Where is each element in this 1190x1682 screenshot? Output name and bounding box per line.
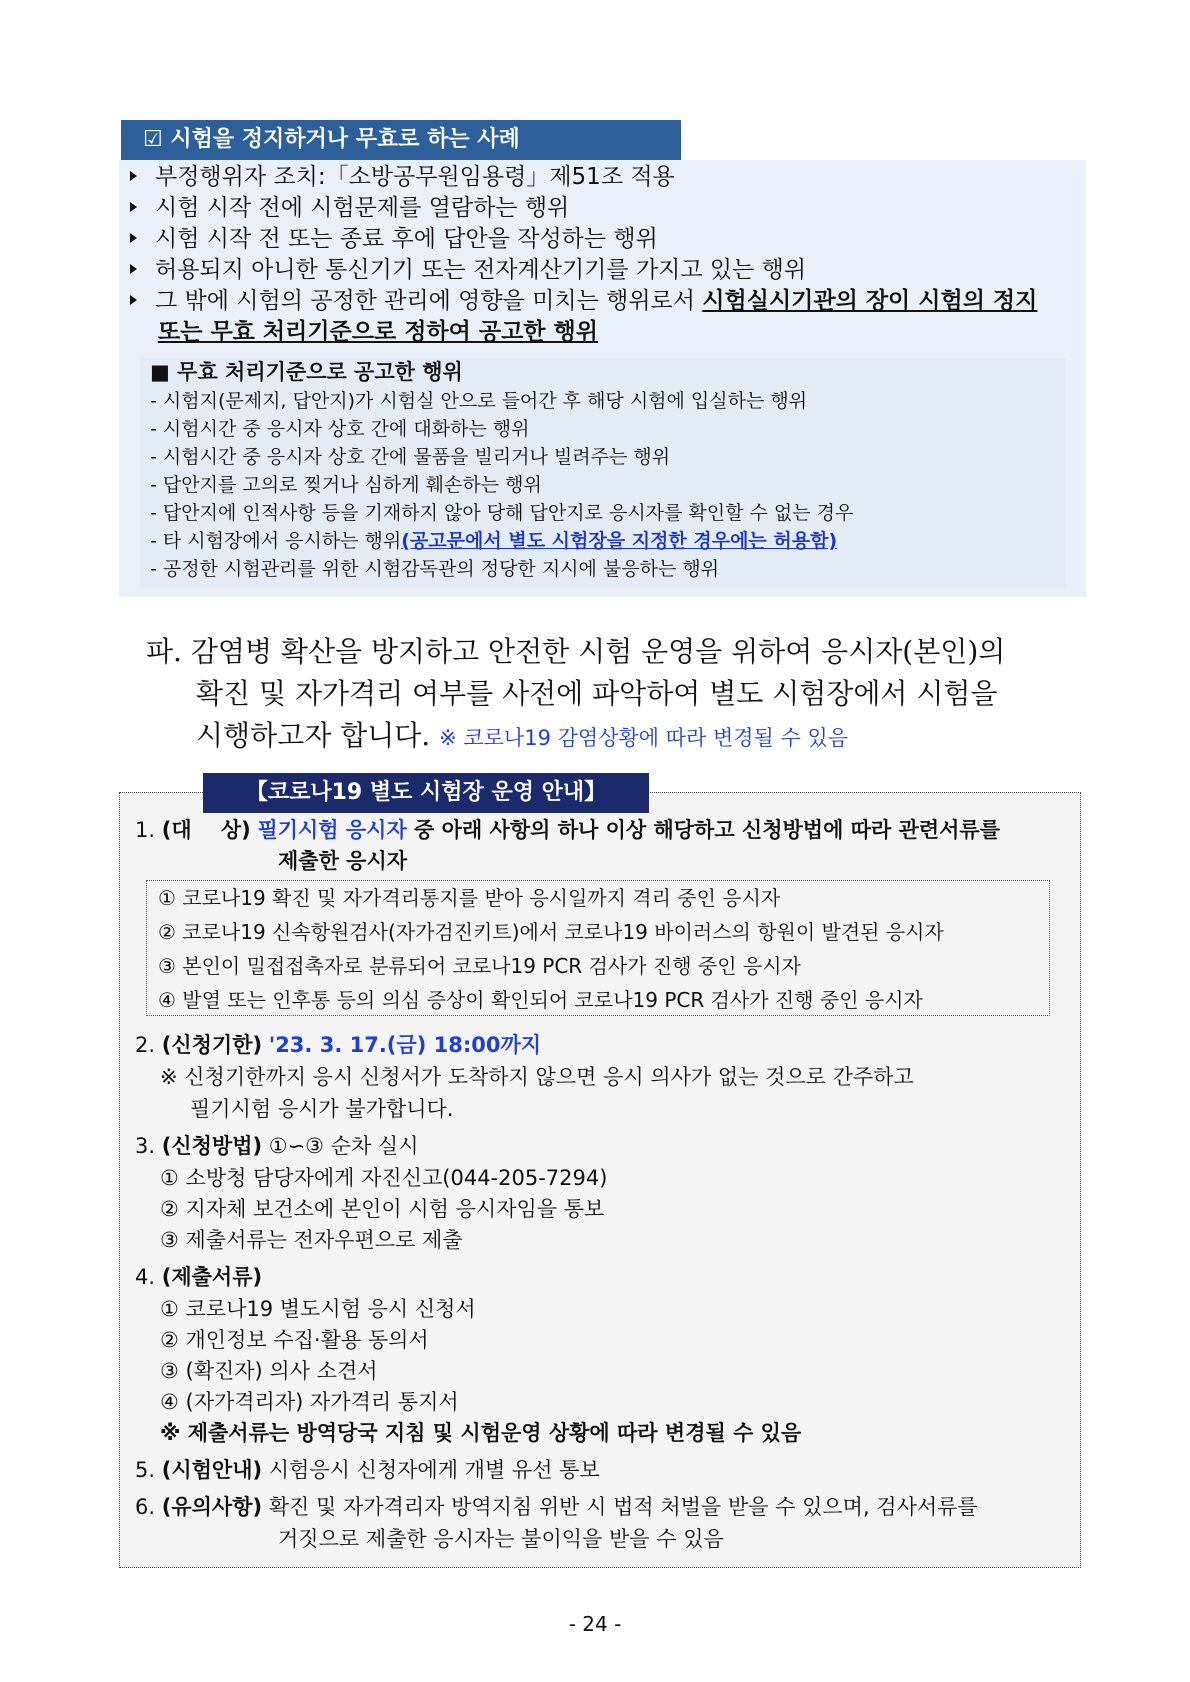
section-4: 4. (제출서류) [135, 1265, 263, 1289]
paragraph-line-1: 파. 감염병 확산을 방지하고 안전한 시험 운영을 위하여 응시자(본인)의 [146, 635, 1006, 668]
section-6-cont: 거짓으로 제출한 응시자는 불이익을 받을 수 있음 [278, 1527, 724, 1551]
criteria-item-6: - 타 시험장에서 응시하는 행위(공고문에서 별도 시험장을 지정한 경우에는 허용함) [150, 530, 838, 552]
covid-info-title: 【코로나19 별도 시험장 운영 안내】 [203, 773, 649, 813]
bullet-triangle-icon [130, 202, 137, 212]
section-4-note: ※ 제출서류는 방역당국 지침 및 시험운영 상황에 따라 변경될 수 있음 [160, 1421, 802, 1445]
section-2-note: ※ 신청기한까지 응시 신청서가 도착하지 않으면 응시 의사가 없는 것으로 간주하고 [160, 1065, 914, 1089]
document-item: ② 개인정보 수집·활용 동의서 [160, 1328, 429, 1352]
restriction-item-3: 시험 시작 전 또는 종료 후에 답안을 작성하는 행위 [130, 224, 658, 255]
method-item: ③ 제출서류는 전자우편으로 제출 [160, 1228, 463, 1252]
section-3: 3. (신청방법) ①∽③ 순차 실시 [135, 1134, 419, 1158]
paragraph-note: ※ 코로나19 감염상황에 따라 변경될 수 있음 [439, 726, 849, 750]
bullet-triangle-icon [130, 295, 137, 305]
paragraph-line-3: 시행하고자 합니다. ※ 코로나19 감염상황에 따라 변경될 수 있음 [196, 719, 849, 752]
method-item: ① 소방청 담당자에게 자진신고(044-205-7294) [160, 1166, 608, 1190]
page-number: - 24 - [568, 1612, 622, 1636]
bullet-triangle-icon [130, 233, 137, 243]
criteria-item: - 공정한 시험관리를 위한 시험감독관의 정당한 지시에 불응하는 행위 [150, 558, 720, 580]
criteria-item: - 답안지를 고의로 찢거나 심하게 훼손하는 행위 [150, 474, 542, 496]
bullet-triangle-icon [130, 264, 137, 274]
criteria-item: - 시험시간 중 응시자 상호 간에 물품을 빌리거나 빌려주는 행위 [150, 446, 671, 468]
eligibility-item: ② 코로나19 신속항원검사(자가검진키트)에서 코로나19 바이러스의 항원이 발견된 응시자 [158, 920, 944, 944]
section-5: 5. (시험안내) 시험응시 신청자에게 개별 유선 통보 [135, 1458, 600, 1482]
section-1: 1. (대 상) 필기시험 응시자 중 아래 사항의 하나 이상 해당하고 신청방법에 따라 관련서류를 [135, 818, 1000, 842]
restriction-item-5: 그 밖에 시험의 공정한 관리에 영향을 미치는 행위로서 시험실시기관의 장이 시험의 정지 [130, 286, 1037, 317]
restriction-box-title: ☑ 시험을 정지하거나 무효로 하는 사례 [121, 120, 681, 160]
section-2-note-cont: 필기시험 응시가 불가합니다. [190, 1097, 454, 1121]
restriction-item-4: 허용되지 아니한 통신기기 또는 전자계산기기를 가지고 있는 행위 [130, 255, 806, 286]
restriction-item-5-cont: 또는 무효 처리기준으로 정하여 공고한 행위 [158, 319, 598, 345]
document-item: ① 코로나19 별도시험 응시 신청서 [160, 1297, 476, 1321]
method-item: ② 지자체 보건소에 본인이 시험 응시자임을 통보 [160, 1197, 605, 1221]
restriction-item-2: 시험 시작 전에 시험문제를 열람하는 행위 [130, 193, 569, 224]
document-item: ③ (확진자) 의사 소견서 [160, 1359, 378, 1383]
eligibility-item: ④ 발열 또는 인후통 등의 의심 증상이 확인되어 코로나19 PCR 검사가 진행 중인 응시자 [158, 988, 923, 1012]
criteria-item: - 시험시간 중 응시자 상호 간에 대화하는 행위 [150, 418, 530, 440]
bullet-triangle-icon [130, 171, 137, 181]
section-1-cont: 제출한 응시자 [278, 849, 408, 873]
invalid-criteria-title: ■ 무효 처리기준으로 공고한 행위 [150, 360, 463, 384]
criteria-item: - 답안지에 인적사항 등을 기재하지 않아 당해 답안지로 응시자를 확인할 수 없는 경우 [150, 502, 854, 524]
eligibility-item: ① 코로나19 확진 및 자가격리통지를 받아 응시일까지 격리 중인 응시자 [158, 886, 781, 910]
paragraph-line-2: 확진 및 자가격리 여부를 사전에 파악하여 별도 시험장에서 시험을 [196, 677, 998, 710]
section-2: 2. (신청기한) '23. 3. 17.(금) 18:00까지 [135, 1033, 542, 1057]
section-6: 6. (유의사항) 확진 및 자가격리자 방역지침 위반 시 법적 처벌을 받을 수 있으며, 검사서류를 [135, 1495, 978, 1519]
eligibility-item: ③ 본인이 밀접접촉자로 분류되어 코로나19 PCR 검사가 진행 중인 응시자 [158, 954, 801, 978]
restriction-item-1: 부정행위자 조치:「소방공무원임용령」제51조 적용 [130, 162, 675, 193]
criteria-item: - 시험지(문제지, 답안지)가 시험실 안으로 들어간 후 해당 시험에 입실하는 행위 [150, 390, 808, 412]
document-item: ④ (자가격리자) 자가격리 통지서 [160, 1390, 459, 1414]
